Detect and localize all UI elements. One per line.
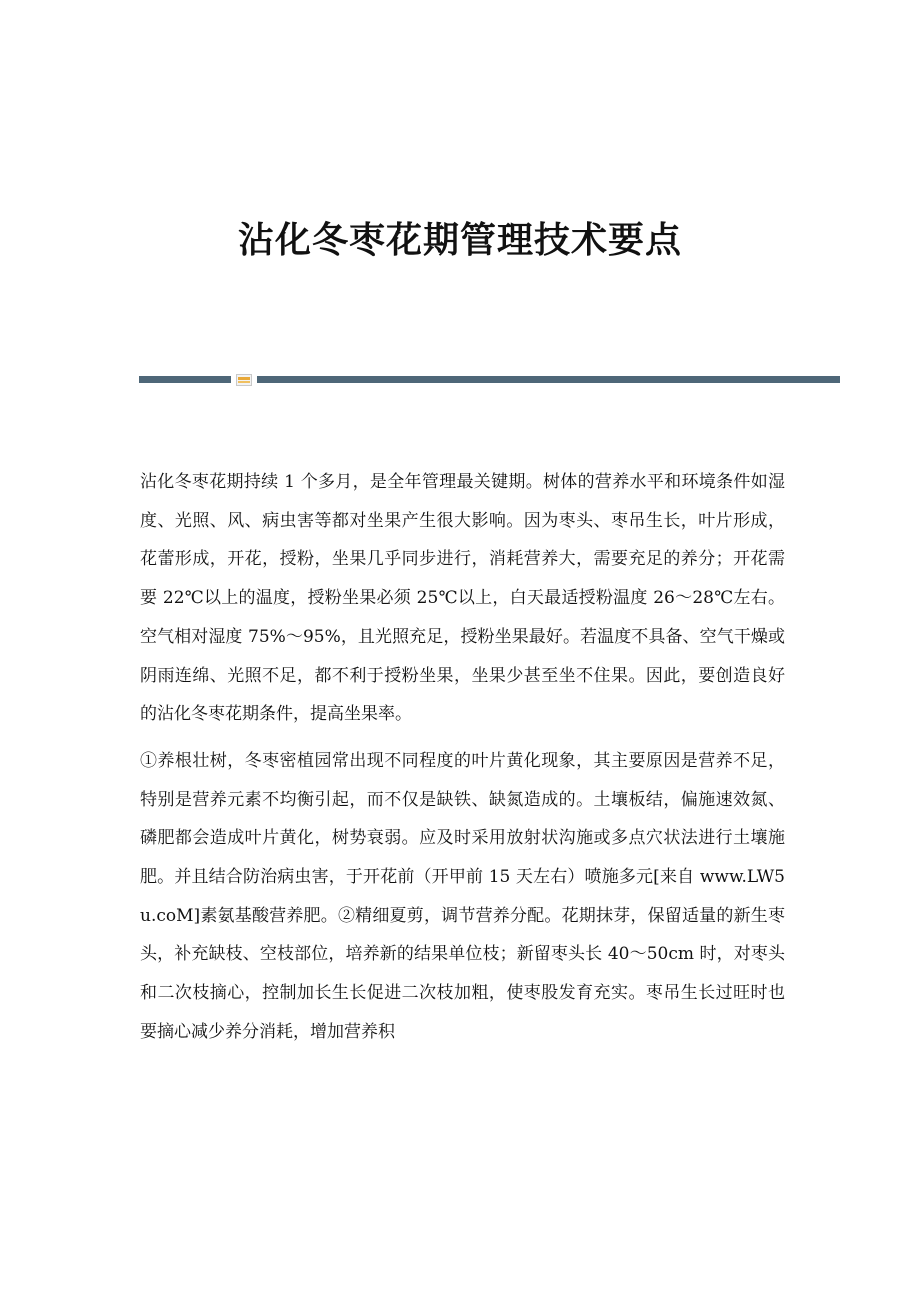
folder-icon [236, 373, 252, 386]
document-title: 沾化冬枣花期管理技术要点 [237, 219, 682, 261]
paragraph-intro: 沾化冬枣花期持续 1 个多月，是全年管理最关键期。树体的营养水平和环境条件如湿度、光照、风、病虫害等都对坐果产生很大影响。因为枣头、枣吊生长，叶片形成，花蕾形成，开花，授粉，坐果几乎同步进行，消耗营养大，需要充足的养分；开花需要 22℃以上的温度，授粉坐果必须 25℃以上，白天最适授粉温度 26～28℃左右。空气相对湿度 75%～95%，且光照充足，授粉坐果最好。若温度不具备、空气干燥或阴雨连绵、光照不足，都不利于授粉坐果，坐果少甚至坐不住果。因此，要创造良好的沾化冬枣花期条件，提高坐果率。 [140, 472, 785, 725]
paragraph-measures: ①养根壮树，冬枣密植园常出现不同程度的叶片黄化现象，其主要原因是营养不足，特别是营养元素不均衡引起，而不仅是缺铁、缺氮造成的。土壤板结，偏施速效氮、磷肥都会造成叶片黄化，树势衰弱。应及时采用放射状沟施或多点穴状法进行土壤施肥。并且结合防治病虫害，于开花前（开甲前 15 天左右）喷施多元[来自 www.LW5u.coM]素氨基酸营养肥。②精细夏剪，调节营养分配。花期抹芽，保留适量的新生枣头，补充缺枝、空枝部位，培养新的结果单位枝；新留枣头长 40～50cm 时，对枣头和二次枝摘心，控制加长生长促进二次枝加粗，使枣股发育充实。枣吊生长过旺时也要摘心减少养分消耗，增加营养积 [140, 750, 785, 1042]
document-body [140, 463, 785, 1060]
divider-bar-right [257, 376, 840, 383]
divider-bar-left [139, 376, 231, 383]
title-divider [139, 373, 840, 385]
